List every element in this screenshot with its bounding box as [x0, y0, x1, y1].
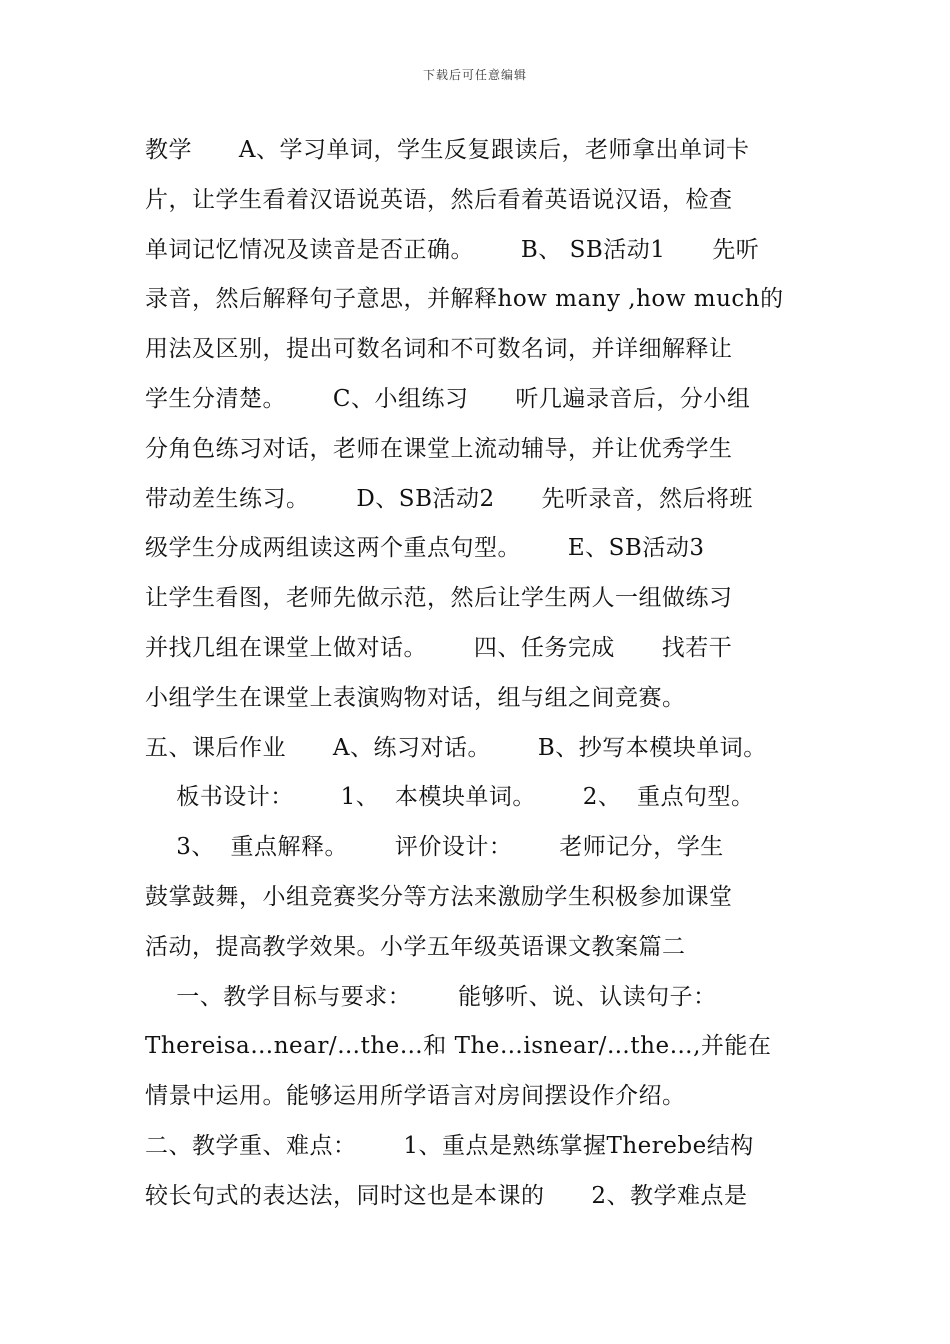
text-line: 片，让学生看着汉语说英语，然后看着英语说汉语，检查: [145, 186, 733, 213]
text-line: 分角色练习对话，老师在课堂上流动辅导，并让优秀学生: [145, 435, 733, 462]
text-line: 3、 重点解释。 评价设计： 老师记分，学生: [145, 834, 724, 861]
text-line: 二、教学重、难点： 1、重点是熟练掌握Therebe结构: [145, 1132, 754, 1159]
text-line: 五、课后作业 A、练习对话。 B、抄写本模块单词。: [145, 734, 767, 761]
text-line: 并找几组在课堂上做对话。 四、任务完成 找若干: [145, 634, 733, 661]
text-line: 情景中运用。能够运用所学语言对房间摆设作介绍。: [145, 1083, 686, 1110]
text-line: 板书设计： 1、 本模块单词。 2、 重点句型。: [145, 784, 755, 811]
text-line: 让学生看图，老师先做示范，然后让学生两人一组做练习: [145, 585, 733, 612]
text-line: 级学生分成两组读这两个重点句型。 E、SB活动3: [145, 535, 705, 562]
text-line: 录音，然后解释句子意思，并解释how many ,how much的: [145, 286, 784, 313]
page-header: 下载后可任意编辑: [422, 68, 527, 82]
document-body: [145, 126, 825, 1222]
text-line: Thereisa…near/…the…和 The…isnear/…the…,并能在: [145, 1033, 772, 1060]
text-line: 小组学生在课堂上表演购物对话，组与组之间竞赛。: [145, 684, 686, 711]
text-line: 鼓掌鼓舞，小组竞赛奖分等方法来激励学生积极参加课堂: [145, 883, 733, 910]
text-line: 一、教学目标与要求： 能够听、说、认读句子：: [145, 983, 717, 1010]
text-line: 学生分清楚。 C、小组练习 听几遍录音后，分小组: [145, 385, 751, 412]
text-line: 用法及区别，提出可数名词和不可数名词，并详细解释让: [145, 336, 733, 363]
text-line: 较长句式的表达法，同时这也是本课的 2、教学难点是: [145, 1182, 748, 1209]
text-line: 带动差生练习。 D、SB活动2 先听录音，然后将班: [145, 485, 753, 512]
text-line: 单词记忆情况及读音是否正确。 B、 SB活动1 先听: [145, 236, 760, 263]
text-line: 活动，提高教学效果。小学五年级英语课文教案篇二: [145, 933, 686, 960]
text-line: 教学 A、学习单词，学生反复跟读后，老师拿出单词卡: [145, 137, 750, 163]
